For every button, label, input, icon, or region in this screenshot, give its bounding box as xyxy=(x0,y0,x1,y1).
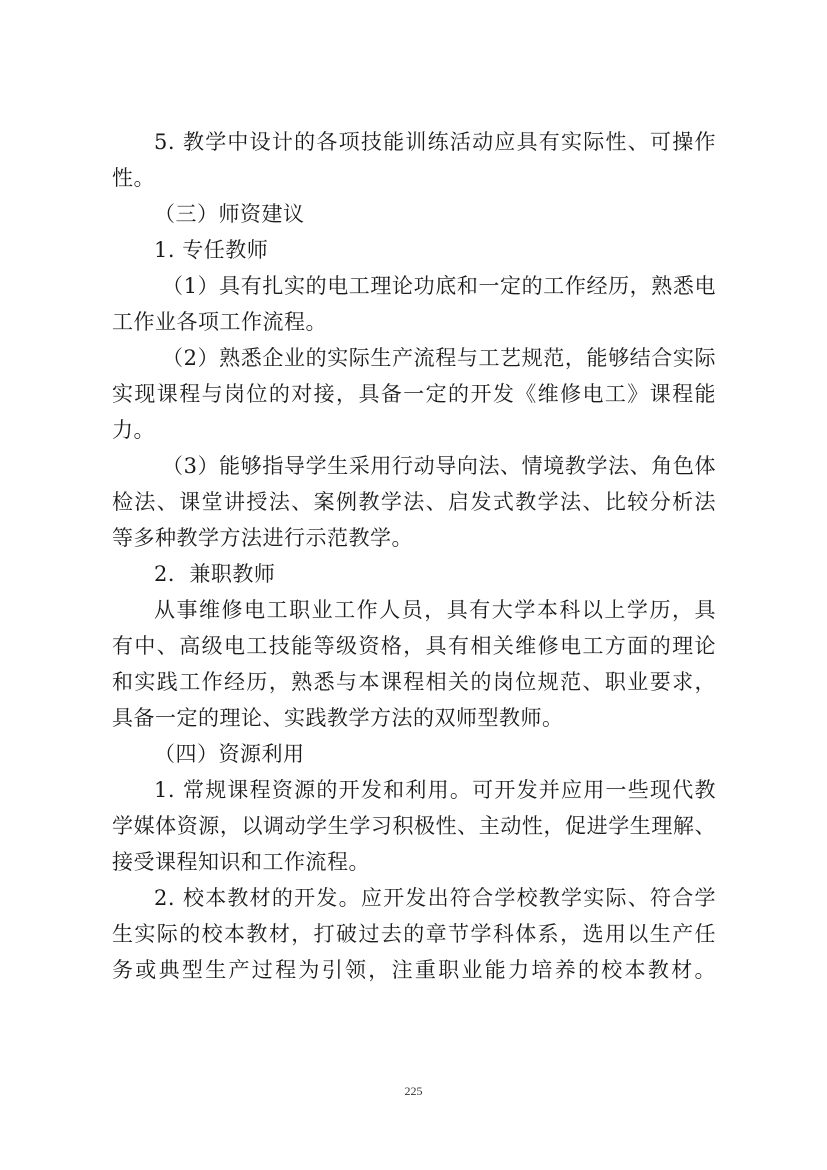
paragraph-line: （3）能够指导学生采用行动导向法、情境教学法、角色体 xyxy=(162,454,716,478)
section-heading: （三）师资建议 xyxy=(154,202,305,226)
paragraph-line: （1）具有扎实的电工理论功底和一定的工作经历，熟悉电 xyxy=(162,274,716,298)
paragraph-line: 学媒体资源，以调动学生学习积极性、主动性，促进学生理解、 xyxy=(112,814,716,838)
paragraph-line: 5. 教学中设计的各项技能训练活动应具有实际性、可操作 xyxy=(154,130,716,154)
paragraph-line: 等多种教学方法进行示范教学。 xyxy=(112,526,413,550)
paragraph-line: （2）熟悉企业的实际生产流程与工艺规范，能够结合实际 xyxy=(162,346,716,370)
paragraph-line: 接受课程知识和工作流程。 xyxy=(112,850,370,874)
paragraph-line: 务或典型生产过程为引领，注重职业能力培养的校本教材。 xyxy=(112,958,716,982)
paragraph-line: 和实践工作经历，熟悉与本课程相关的岗位规范、职业要求， xyxy=(112,670,716,694)
paragraph-line: 实现课程与岗位的对接，具备一定的开发《维修电工》课程能 xyxy=(112,382,716,406)
page-number: 225 xyxy=(404,1084,423,1098)
paragraph-line: 2. 校本教材的开发。应开发出符合学校教学实际、符合学 xyxy=(154,886,716,910)
paragraph-line: 检法、课堂讲授法、案例教学法、启发式教学法、比较分析法 xyxy=(112,490,716,514)
section-heading: （四）资源利用 xyxy=(154,742,305,766)
paragraph-line: 力。 xyxy=(112,418,155,442)
subsection-heading: 1. 专任教师 xyxy=(154,238,269,262)
subsection-heading: 2．兼职教师 xyxy=(154,562,276,586)
paragraph-line: 性。 xyxy=(112,166,155,190)
paragraph-line: 具备一定的理论、实践教学方法的双师型教师。 xyxy=(112,706,564,730)
paragraph-line: 工作业各项工作流程。 xyxy=(112,310,327,334)
paragraph-line: 从事维修电工职业工作人员，具有大学本科以上学历，具 xyxy=(154,598,716,622)
paragraph-line: 生实际的校本教材，打破过去的章节学科体系，选用以生产任 xyxy=(112,922,716,946)
paragraph-line: 有中、高级电工技能等级资格，具有相关维修电工方面的理论 xyxy=(112,634,716,658)
paragraph-line: 1. 常规课程资源的开发和利用。可开发并应用一些现代教 xyxy=(154,778,716,802)
document-body xyxy=(112,124,716,988)
